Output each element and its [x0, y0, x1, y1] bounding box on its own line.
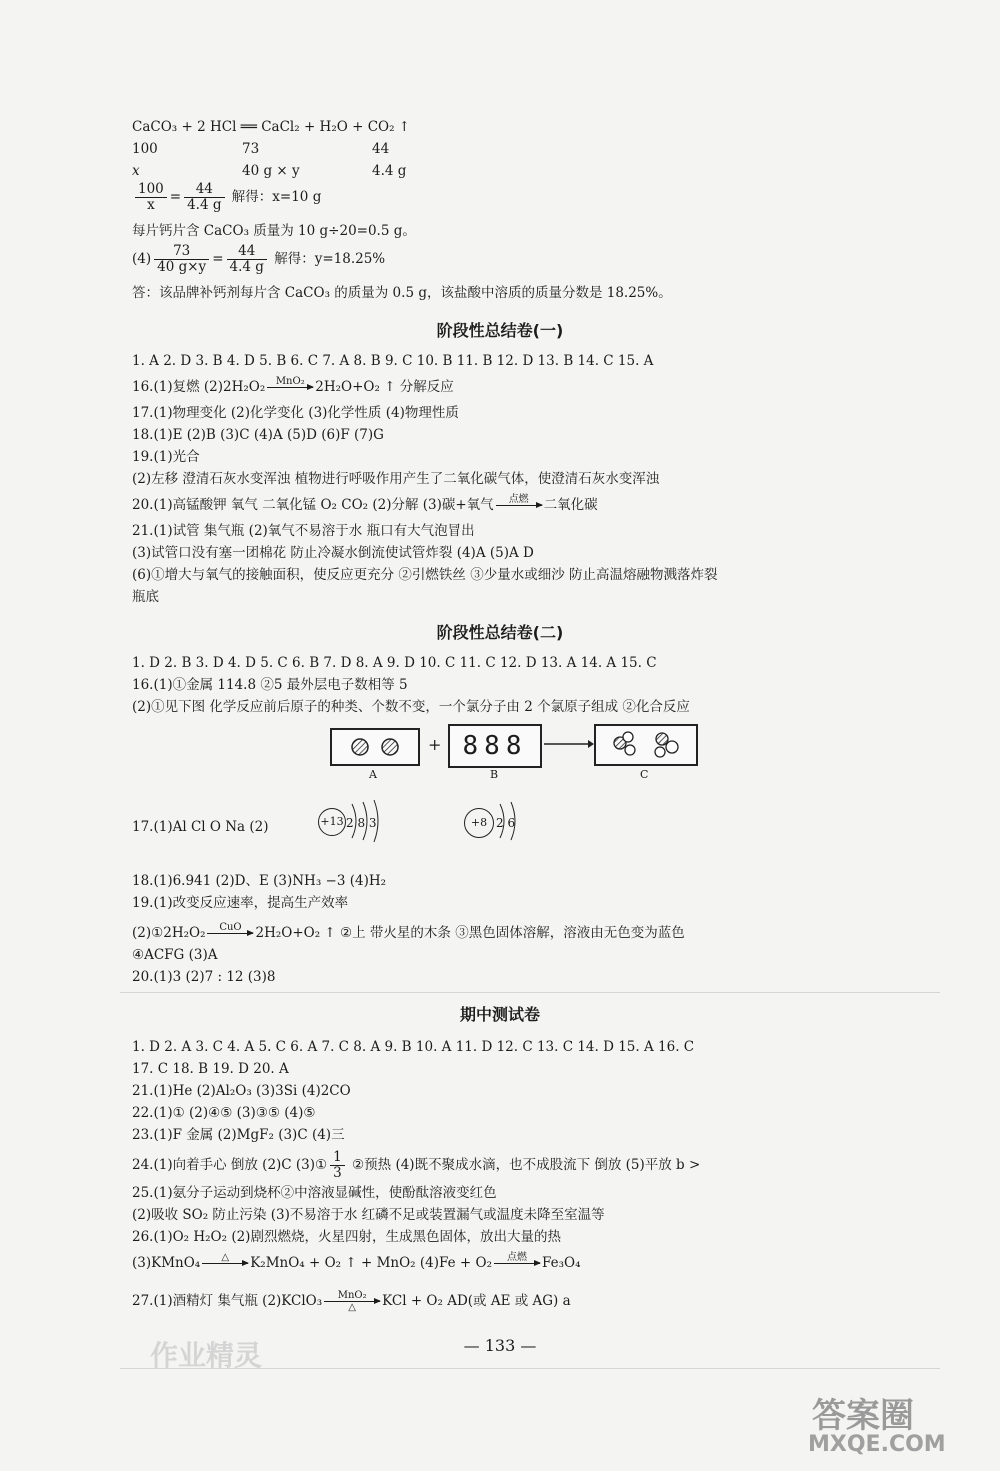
ratio-2-result: 解得：y=18.25% [274, 251, 386, 267]
reaction-condition-arrow: △ [202, 1252, 248, 1275]
watermark-url: MXQE.COM [808, 1432, 946, 1457]
s1-q21-2: (3)试管口没有塞一团棉花 防止冷凝水倒流使试管炸裂 (4)A (5)A D [132, 545, 534, 561]
box-b-digits: 888 [462, 731, 528, 761]
fraction: $\frac{100}{x}$ [135, 182, 167, 213]
s2-choice-answers: 1. D 2. B 3. D 4. D 5. C 6. B 7. D 8. A 9. D 10. C 11. C 12. D 13. A 14. A 15. C [132, 655, 657, 671]
fraction: $\frac{44}{4.4 g}$ [227, 244, 267, 275]
s1-q20: 20.(1)高锰酸钾 氧气 二氧化锰 O₂ CO₂ (2)分解 (3)碳+氧气 点燃 二氧化碳 [132, 494, 598, 517]
s2-q19-1: 19.(1)改变反应速率，提高生产效率 [132, 895, 349, 911]
watermark-bottom-left: 作业精灵 [150, 1339, 263, 1372]
equation-caco3-hcl: CaCO₃ + 2 HCl ══ CaCl₂ + H₂O + CO₂ ↑ [132, 119, 411, 135]
s1-q17: 17.(1)物理变化 (2)化学变化 (3)化学性质 (4)物理性质 [132, 405, 459, 421]
s2-q20: 20.(1)3 (2)7 : 12 (3)8 [132, 969, 276, 985]
s2-q17: 17.(1)Al Cl O Na (2) [132, 819, 269, 835]
s2-q19-3: ④ACFG (3)A [132, 947, 218, 963]
figure-label-c: C [640, 768, 649, 781]
atom-nucleus-13: +13 [318, 808, 346, 836]
figure-label-a: A [369, 768, 377, 781]
reaction-condition-arrow: 点燃 [496, 494, 542, 517]
s1-choice-answers: 1. A 2. D 3. B 4. D 5. B 6. C 7. A 8. B 9. C 10. B 11. B 12. D 13. B 14. C 15. A [132, 353, 654, 369]
arrow-right-icon [544, 738, 594, 750]
s2-q16-1: 16.(1)①金属 114.8 ②5 最外层电子数相等 5 [132, 677, 408, 693]
mass-100: 100 [132, 141, 158, 157]
var-x: x [132, 163, 140, 179]
s3-q26-2: (3)KMnO₄ △ K₂MnO₄ + O₂ ↑ + MnO₂ (4)Fe + O₂ 点燃 Fe₃O₄ [132, 1252, 581, 1275]
s3-q25-2: (2)吸收 SO₂ 防止污染 (3)不易溶于水 红磷不足或装置漏气或温度未降至室温等 [132, 1207, 605, 1223]
ratio-1-result: 解得：x=10 g [231, 189, 322, 205]
ratio-equation-1: $\frac{100}{x}$ = $\frac{44}{4.4 g}$ 解得：x=10 g [132, 182, 321, 213]
plus-sign: + [428, 735, 442, 754]
figure-label-b: B [490, 768, 499, 781]
reaction-condition-arrow: 点燃 [494, 1252, 540, 1275]
s3-q23: 23.(1)F 金属 (2)MgF₂ (3)C (4)三 [132, 1127, 345, 1143]
section-3-title: 期中测试卷 [459, 1005, 540, 1024]
figure-box-b [448, 724, 542, 768]
s1-q19-1: 19.(1)光合 [132, 449, 200, 465]
reaction-condition-arrow: CuO [207, 922, 253, 945]
var-40gy: 40 g × y [242, 163, 300, 179]
fraction: $\frac{44}{4.4 g}$ [184, 182, 224, 213]
s2-q16-2: (2)①见下图 化学反应前后原子的种类、个数不变，一个氯分子由 2 个氯原子组成 ②化合反应 [132, 699, 690, 715]
s3-q27: 27.(1)酒精灯 集气瓶 (2)KClO₃ MnO₂ △ KCl + O₂ AD(或 AE 或 AG) a [132, 1290, 571, 1313]
fraction: $\frac{73}{40 g\times y}$ [154, 244, 209, 275]
final-answer: 答：该品牌补钙剂每片含 CaCO₃ 的质量为 0.5 g，该盐酸中溶质的质量分数是 18.25%。 [132, 285, 672, 301]
s1-q21-3: (6)①增大与氧气的接触面积，使反应更充分 ②引燃铁丝 ③少量水或细沙 防止高温熔融物溅落炸裂 [132, 567, 718, 583]
ratio-equation-2: (4) $\frac{73}{40 g\times y}$ = $\frac{44}{4.4 g}$ 解得：y=18.25% [132, 243, 386, 275]
s3-q25-1: 25.(1)氨分子运动到烧杯②中溶液显碱性，使酚酞溶液变红色 [132, 1185, 497, 1201]
page-number: — 133 — [463, 1336, 537, 1355]
s2-q19-2: (2)①2H₂O₂ CuO 2H₂O+O₂ ↑ ②上 带火星的木条 ③黑色固体溶解，溶液由无色变为蓝色 [132, 922, 685, 945]
section-1-title: 阶段性总结卷(一) [436, 321, 564, 340]
s1-q19-2: (2)左移 澄清石灰水变浑浊 植物进行呼吸作用产生了二氧化碳气体，使澄清石灰水变浑浊 [132, 471, 660, 487]
watermark-logo: 答案圈 [812, 1396, 914, 1436]
s3-choice-answers-2: 17. C 18. B 19. D 20. A [132, 1061, 289, 1077]
var-4-4g: 4.4 g [372, 163, 407, 179]
atom-nucleus-8: +8 [464, 808, 494, 838]
s3-choice-answers-1: 1. D 2. A 3. C 4. A 5. C 6. A 7. C 8. A 9. B 10. A 11. D 12. C 13. C 14. D 15. A 16. C [132, 1039, 695, 1055]
two-atoms-icon [332, 730, 418, 764]
s3-q22: 22.(1)① (2)④⑤ (3)③⑤ (4)⑤ [132, 1105, 316, 1121]
atom-2-shells: 2 6 [496, 816, 516, 830]
reaction-condition-arrow: MnO₂ △ [324, 1290, 380, 1313]
mass-44: 44 [372, 141, 390, 157]
molecules-icon [596, 726, 696, 764]
divider [120, 992, 940, 993]
s3-q26-1: 26.(1)O₂ H₂O₂ (2)剧烈燃烧，火星四射，生成黑色固体，放出大量的热 [132, 1229, 561, 1245]
s1-q18: 18.(1)E (2)B (3)C (4)A (5)D (6)F (7)G [132, 427, 384, 443]
figure-box-a [330, 728, 420, 766]
per-tablet-mass: 每片钙片含 CaCO₃ 质量为 10 g÷20=0.5 g。 [132, 223, 416, 239]
atom-1-shells: 2 8 3 [346, 816, 377, 830]
section-2-title: 阶段性总结卷(二) [436, 623, 564, 642]
s1-q16: 16.(1)复燃 (2)2H₂O₂ MnO₂ 2H₂O+O₂ ↑ 分解反应 [132, 376, 454, 399]
s3-q24: 24.(1)向着手心 倒放 (2)C (3)① $\frac{1}{3}$ ②预热 (4)既不聚成水滴，也不成股流下 倒放 (5)平放 b > [132, 1149, 701, 1181]
fraction: $\frac{1}{3}$ [330, 1150, 345, 1181]
s1-q21-1: 21.(1)试管 集气瓶 (2)氧气不易溶于水 瓶口有大气泡冒出 [132, 523, 475, 539]
s1-q21-4: 瓶底 [132, 589, 159, 605]
s3-q21: 21.(1)He (2)Al₂O₃ (3)3Si (4)2CO [132, 1083, 351, 1099]
reaction-condition-arrow: MnO₂ [267, 376, 313, 399]
figure-box-c [594, 724, 698, 766]
s2-q18: 18.(1)6.941 (2)D、E (3)NH₃ −3 (4)H₂ [132, 873, 387, 889]
mass-73: 73 [242, 141, 260, 157]
